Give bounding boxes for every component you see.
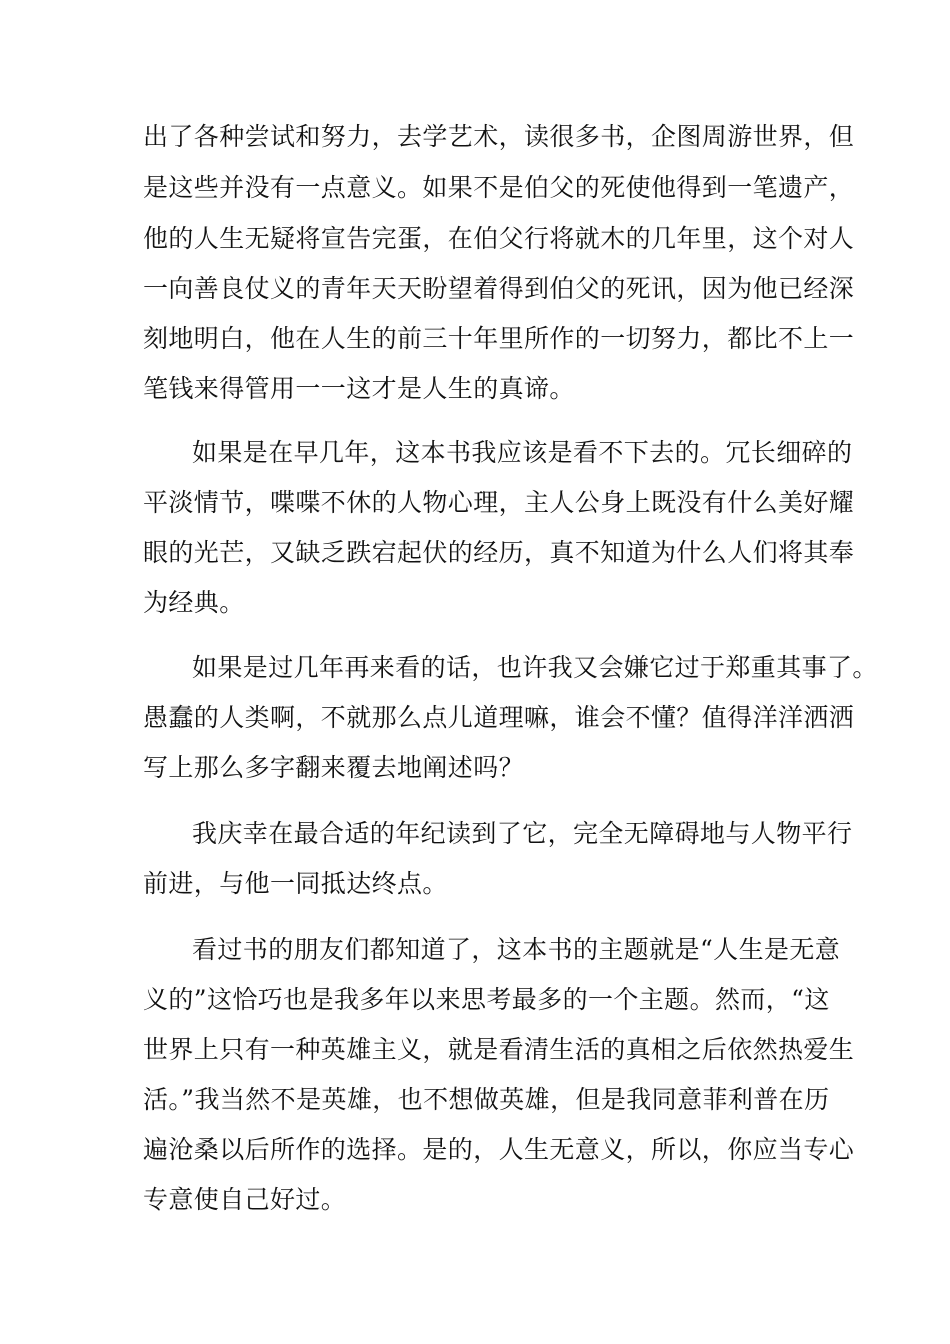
paragraph-5-line-5: 遍沧桑以后所作的选择。是的，人生无意义，所以，你应当专心 — [143, 1135, 855, 1164]
paragraph-3-line-1: 如果是过几年再来看的话，也许我又会嫌它过于郑重其事了。 — [192, 653, 878, 682]
paragraph-1-line-2: 是这些并没有一点意义。如果不是伯父的死使他得到一笔遗产， — [143, 173, 855, 202]
paragraph-2-line-4: 为经典。 — [143, 588, 245, 617]
paragraph-2-line-2: 平淡情节，喋喋不休的人物心理，主人公身上既没有什么美好耀 — [143, 488, 855, 517]
paragraph-5-line-3: 世界上只有一种英雄主义，就是看清生活的真相之后依然热爱生 — [143, 1035, 855, 1064]
paragraph-1-line-5: 刻地明白，他在人生的前三十年里所作的一切努力，都比不上一 — [143, 324, 855, 353]
paragraph-4-line-1: 我庆幸在最合适的年纪读到了它，完全无障碍地与人物平行 — [192, 819, 853, 848]
paragraph-3-line-3: 写上那么多字翻来覆去地阐述吗？ — [143, 753, 525, 782]
paragraph-5-line-6: 专意使自己好过。 — [143, 1185, 347, 1214]
paragraph-5-line-2: 义的”这恰巧也是我多年以来思考最多的一个主题。然而，“这 — [143, 985, 830, 1014]
paragraph-2-line-3: 眼的光芒，又缺乏跌宕起伏的经历，真不知道为什么人们将其奉 — [143, 538, 855, 567]
paragraph-1-line-4: 一向善良仗义的青年天天盼望着得到伯父的死讯，因为他已经深 — [143, 274, 855, 303]
paragraph-2-line-1: 如果是在早几年，这本书我应该是看不下去的。冗长细碎的 — [192, 438, 853, 467]
paragraph-3-line-2: 愚蠢的人类啊，不就那么点儿道理嘛，谁会不懂？值得洋洋洒洒 — [143, 703, 855, 732]
paragraph-4-line-2: 前进，与他一同抵达终点。 — [143, 869, 448, 898]
paragraph-1-line-6: 笔钱来得管用一一这才是人生的真谛。 — [143, 374, 575, 403]
paragraph-1-line-3: 他的人生无疑将宣告完蛋，在伯父行将就木的几年里，这个对人 — [143, 224, 855, 253]
paragraph-5-line-4: 活。”我当然不是英雄，也不想做英雄，但是我同意菲利普在历 — [143, 1085, 830, 1114]
paragraph-5-line-1: 看过书的朋友们都知道了，这本书的主题就是“人生是无意 — [192, 935, 841, 964]
paragraph-1-line-1: 出了各种尝试和努力，去学艺术，读很多书，企图周游世界，但 — [143, 122, 855, 151]
